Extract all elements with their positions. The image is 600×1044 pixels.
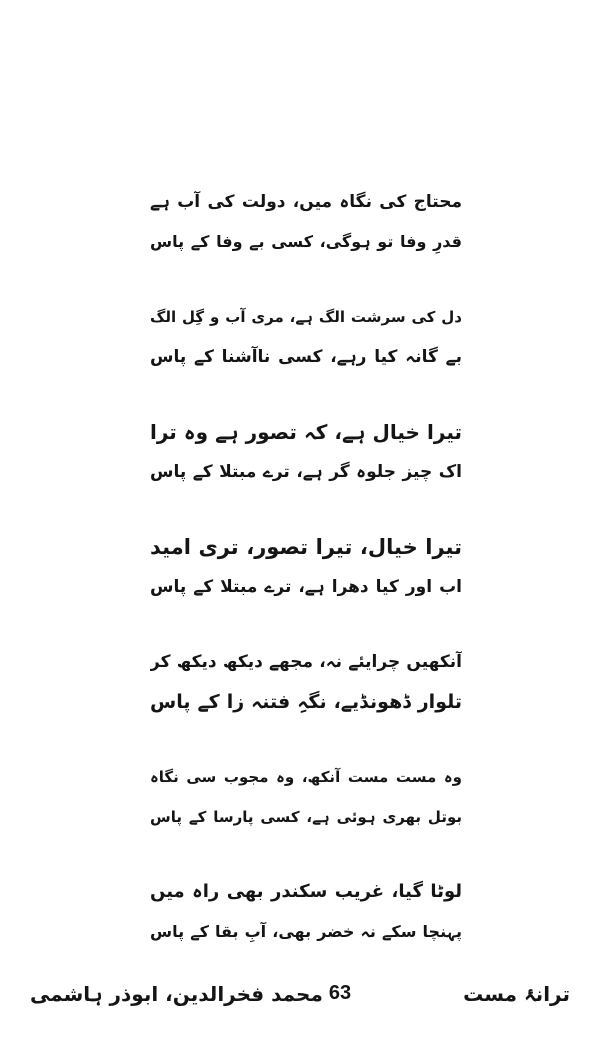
couplet-1 [150,182,462,297]
couplet-4 [150,527,462,642]
footer-book-title: ترانۂ مست [463,982,570,1006]
verse-line: قدرِ وفا تو ہوگی، کسی بے وفا کے پاس [150,232,462,251]
footer-author: محمد فخرالدین، ابوذر ہاشمی [30,982,323,1006]
verse-line: دل کی سرشت الگ ہے، مری آب و گِل الگ [150,308,462,326]
verse-line: محتاج کی نگاہ میں، دولت کی آب ہے [150,192,462,212]
verse-line: لوٹا گیا، غریب سکندر بھی راہ میں [150,881,462,902]
verse-line: اک چیز جلوہ گر ہے، ترے مبتلا کے پاس [150,462,462,482]
couplet-7 [150,872,462,987]
ghazal [150,182,462,987]
verse-line: تیرا خیال، تیرا تصور، تری امید [150,535,462,559]
verse-line: پہنچا سکے نہ خضر بھی، آبِ بقا کے پاس [150,922,462,941]
couplet-6 [150,757,462,872]
verse-line: آنکھیں چرایئے نہ، مجھے دیکھ دیکھ کر [150,652,462,672]
couplet-3 [150,412,462,527]
verse-line: تلوار ڈھونڈیے، نگہِ فتنہ زا کے پاس [150,691,462,713]
verse-line: تیرا خیال ہے، کہ تصور ہے وہ ترا [150,420,462,444]
verse-line: بے گانہ کیا رہے، کسی ناآشنا کے پاس [150,347,462,367]
couplet-2 [150,297,462,412]
verse-line: وہ مست مست آنکھ، وہ مجوب سی نگاہ [150,768,462,786]
couplet-5 [150,642,462,757]
verse-line: اب اور کیا دھرا ہے، ترے مبتلا کے پاس [150,577,462,597]
page-number: 63 [328,982,352,1004]
page-footer [30,978,570,1018]
verse-line: بوتل بھری ہوئی ہے، کسی پارسا کے پاس [150,808,462,826]
